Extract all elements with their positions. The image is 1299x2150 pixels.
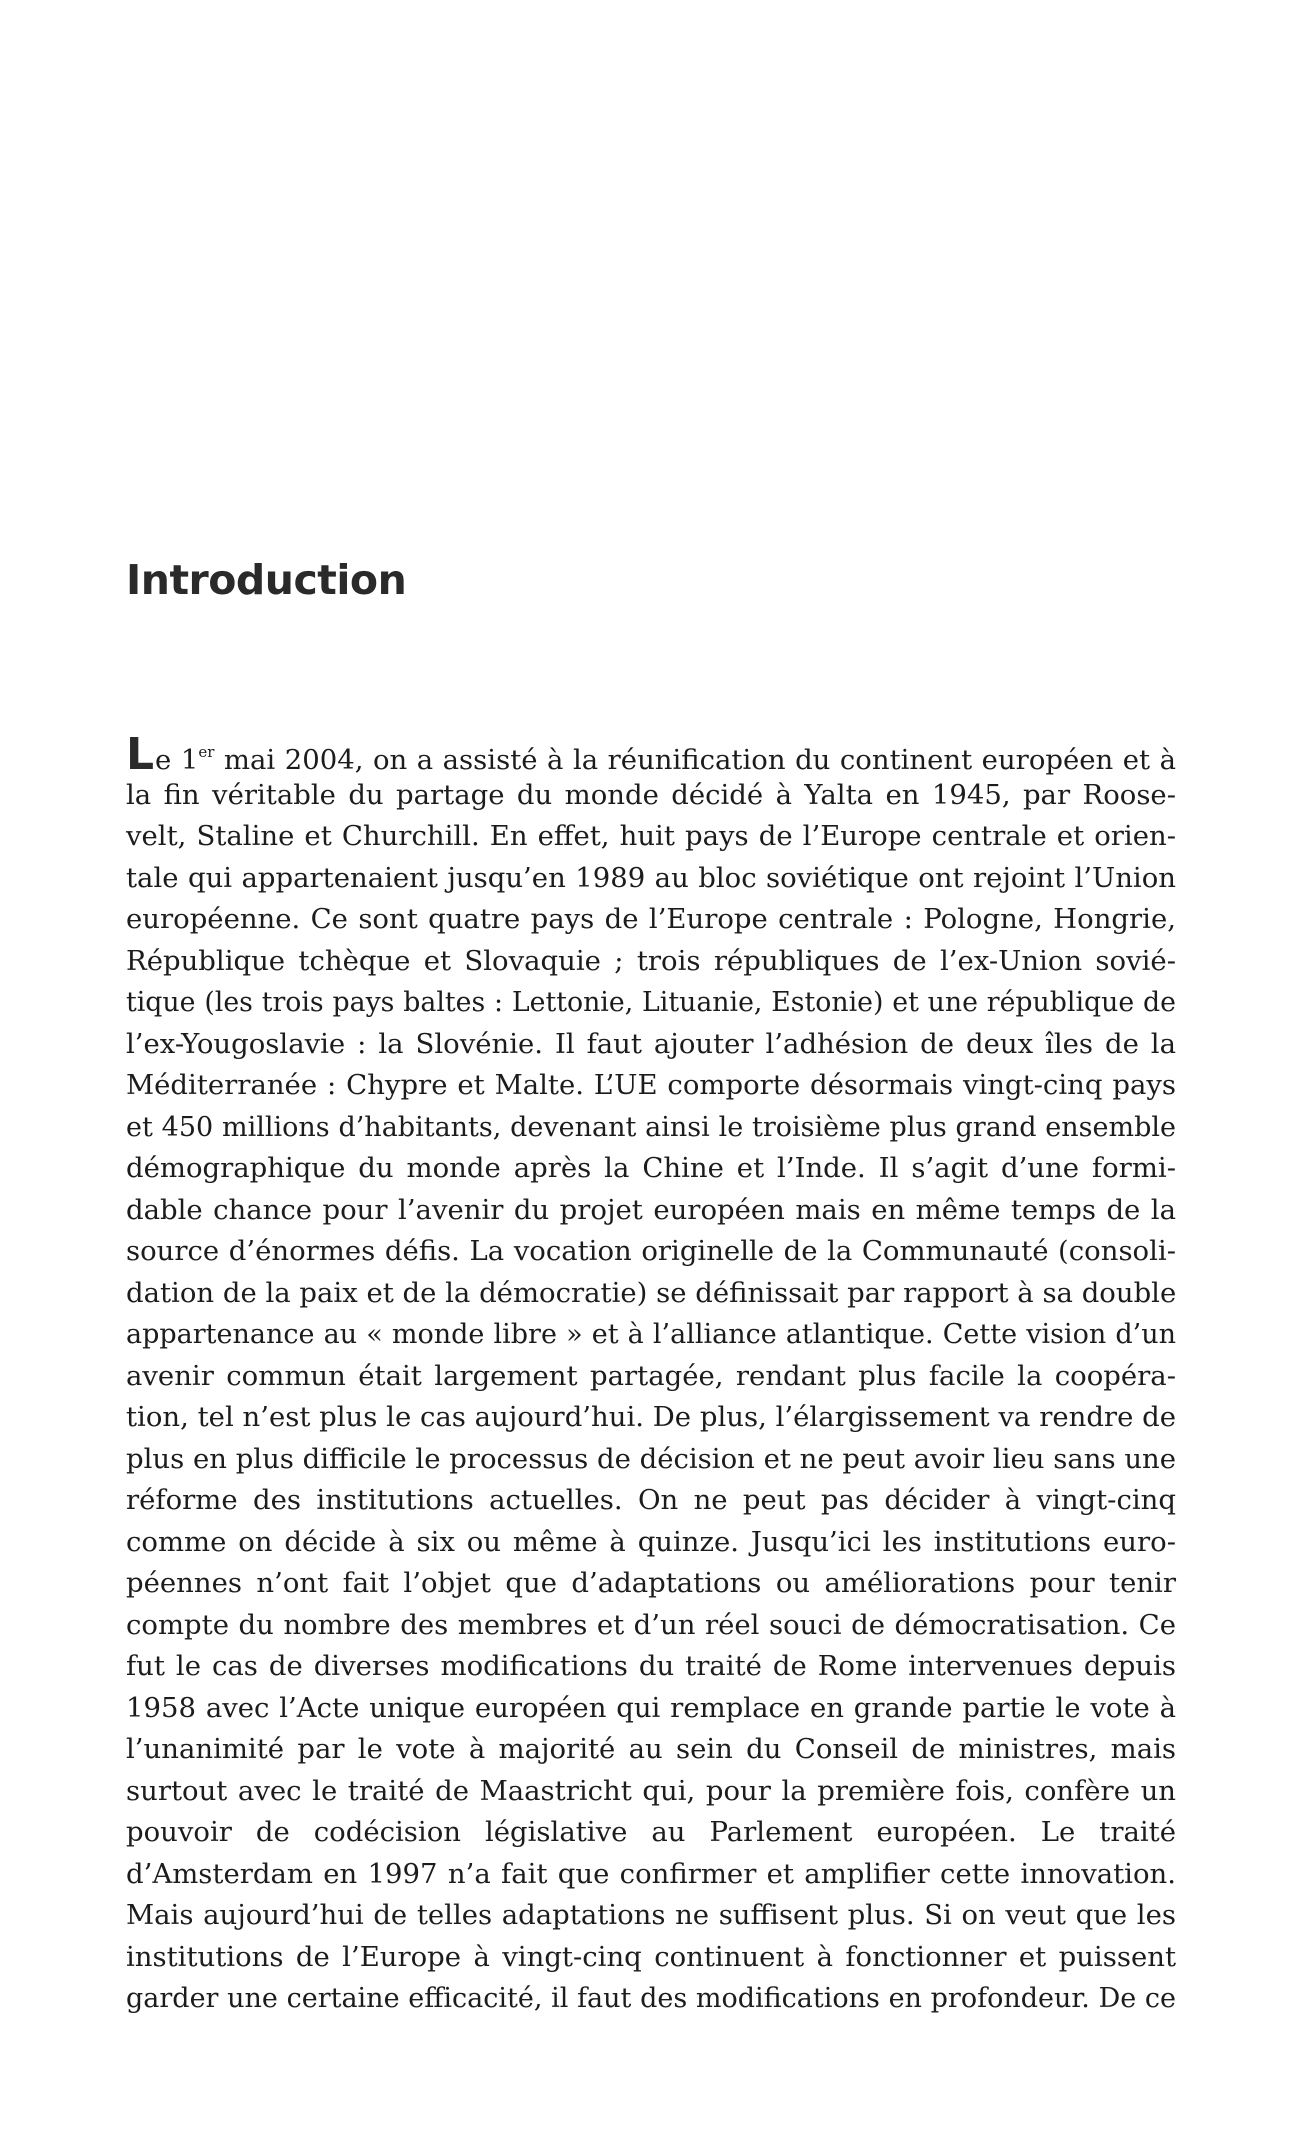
first-line-rest: mai 2004, on a assisté à la réunification du continent européen et à (214, 744, 1176, 776)
text-line: République tchèque et Slovaquie ; trois républiques de l’ex-Union sovié- (126, 944, 1176, 977)
text-line: plus en plus difficile le processus de décision et ne peut avoir lieu sans une (126, 1442, 1177, 1475)
text-line: l’ex-Yougoslavie : la Slovénie. Il faut ajouter l’adhésion de deux îles de la (126, 1027, 1176, 1060)
first-line-start: e 1 (155, 744, 199, 776)
text-line: et 450 millions d’habitants, devenant ainsi le troisième plus grand ensemble (126, 1111, 1176, 1143)
text-line: garder une certaine efficacité, il faut des modifications en profondeur. De ce (126, 1983, 1176, 2014)
text-line: européenne. Ce sont quatre pays de l’Europe centrale : Pologne, Hongrie, (126, 903, 1176, 935)
text-line: Méditerranée : Chypre et Malte. L’UE comporte désormais vingt-cinq pays (126, 1069, 1176, 1101)
text-line: fut le cas de diverses modifications du traité de Rome intervenues depuis (126, 1650, 1176, 1682)
text-line: velt, Staline et Churchill. En effet, huit pays de l’Europe centrale et orien- (126, 820, 1176, 852)
ordinal-superscript: er (198, 743, 215, 761)
text-line: dable chance pour l’avenir du projet européen mais en même temps de la (126, 1193, 1176, 1226)
text-line: appartenance au « monde libre » et à l’alliance atlantique. Cette vision d’un (126, 1319, 1176, 1350)
text-line: réforme des institutions actuelles. On ne peut pas décider à vingt-cinq (126, 1484, 1176, 1516)
text-line: comme on décide à six ou même à quinze. Jusqu’ici les institutions euro- (126, 1525, 1176, 1558)
text-line: péennes n’ont fait l’objet que d’adaptations ou améliorations pour tenir (126, 1567, 1176, 1599)
text-line: pouvoir de codécision législative au Parlement européen. Le traité (126, 1816, 1176, 1848)
text-line: source d’énormes défis. La vocation originelle de la Communauté (consoli- (126, 1235, 1176, 1267)
text-line: démographique du monde après la Chine et l’Inde. Il s’agit d’une formi- (126, 1152, 1176, 1184)
text-line: institutions de l’Europe à vingt-cinq continuent à fonctionner et puissent (126, 1940, 1176, 1973)
text-line: tique (les trois pays baltes : Lettonie, Lituanie, Estonie) et une république de (126, 987, 1176, 1018)
text-line: la fin véritable du partage du monde décidé à Yalta en 1945, par Roose- (126, 778, 1176, 811)
text-line: surtout avec le traité de Maastricht qui, pour la première fois, confère un (126, 1774, 1176, 1807)
chapter-title: Introduction (126, 556, 407, 604)
text-line: Mais aujourd’hui de telles adaptations ne suffisent plus. Si on veut que les (126, 1899, 1176, 1931)
dropcap-letter: L (126, 729, 155, 780)
text-line: compte du nombre des membres et d’un réel souci de démocratisation. Ce (126, 1608, 1176, 1641)
text-line: avenir commun était largement partagée, rendant plus facile la coopéra- (126, 1359, 1176, 1392)
text-line: tion, tel n’est plus le cas aujourd’hui. De plus, l’élargissement va rendre de (126, 1401, 1176, 1433)
text-line: l’unanimité par le vote à majorité au sein du Conseil de ministres, mais (126, 1733, 1176, 1765)
text-line: 1958 avec l’Acte unique européen qui remplace en grande partie le vote à (126, 1691, 1176, 1724)
introduction-paragraph (126, 729, 1177, 2020)
text-line: tale qui appartenaient jusqu’en 1989 au bloc soviétique ont rejoint l’Union (126, 861, 1176, 894)
text-line: dation de la paix et de la démocratie) se définissait par rapport à sa double (126, 1276, 1177, 1309)
paragraph-first-line (126, 729, 1176, 780)
text-line: d’Amsterdam en 1997 n’a fait que confirmer et amplifier cette innovation. (126, 1857, 1176, 1890)
